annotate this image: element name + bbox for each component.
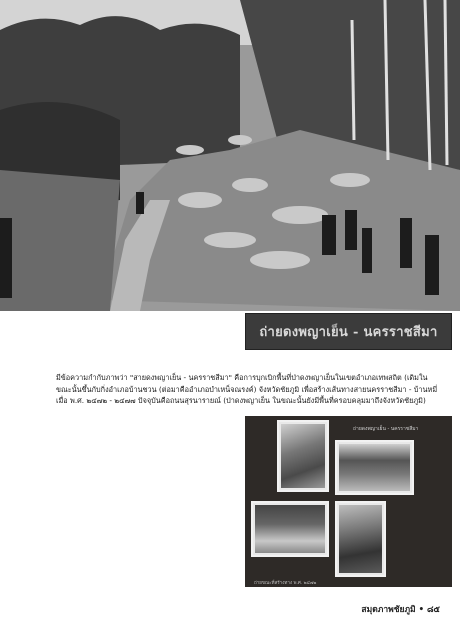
page-footer: สมุดภาพชัยภูมิ • ๘๕ xyxy=(361,605,440,615)
album-page xyxy=(245,416,452,587)
album-caption: ถ่ายขณะที่สร้างทาง พ.ศ. ๒๔๗๒ xyxy=(254,581,317,586)
photo-caption-plate xyxy=(245,313,452,350)
main-photo xyxy=(0,0,460,311)
album-photo-3 xyxy=(251,501,329,557)
album-photo-1 xyxy=(277,420,329,492)
album-photo-2 xyxy=(335,440,414,495)
body-paragraph xyxy=(56,372,448,407)
body-line: เมื่อ พ.ศ. ๒๔๗๒ - ๒๔๗๗ ปัจจุบันคือถนนสุรนารายณ์ (ป่าดงพญาเย็น ในขณะนั้นยังมีพื้นที่ครอบคลุมมาถึงจังหวัดชัยภูมิ) xyxy=(56,396,426,405)
album-photo-4 xyxy=(335,501,386,577)
body-line: ขณะนั้นขึ้นกับกิ่งอำเภอบ้านชวน (ต่อมาคืออำเภอบำเหน็จณรงค์) จังหวัดชัยภูมิ เพื่อสร้างเส้นทางสายนครราชสีมา - บ้านหมี่ xyxy=(56,384,438,394)
plate-text: ถ่ายดงพญาเย็น - นครราชสีมา xyxy=(259,325,438,340)
forest-road-image xyxy=(0,0,460,311)
body-line: มีข้อความกำกับภาพว่า "สายดงพญาเย็น - นครราชสีมา" คือการบุกเบิกพื้นที่ป่าดงพญาเย็นในเขตอำเภอเทพสถิต (เดิมใน xyxy=(56,373,428,382)
album-title: ถ่ายดงพญาเย็น - นครราชสีมา xyxy=(353,426,419,432)
